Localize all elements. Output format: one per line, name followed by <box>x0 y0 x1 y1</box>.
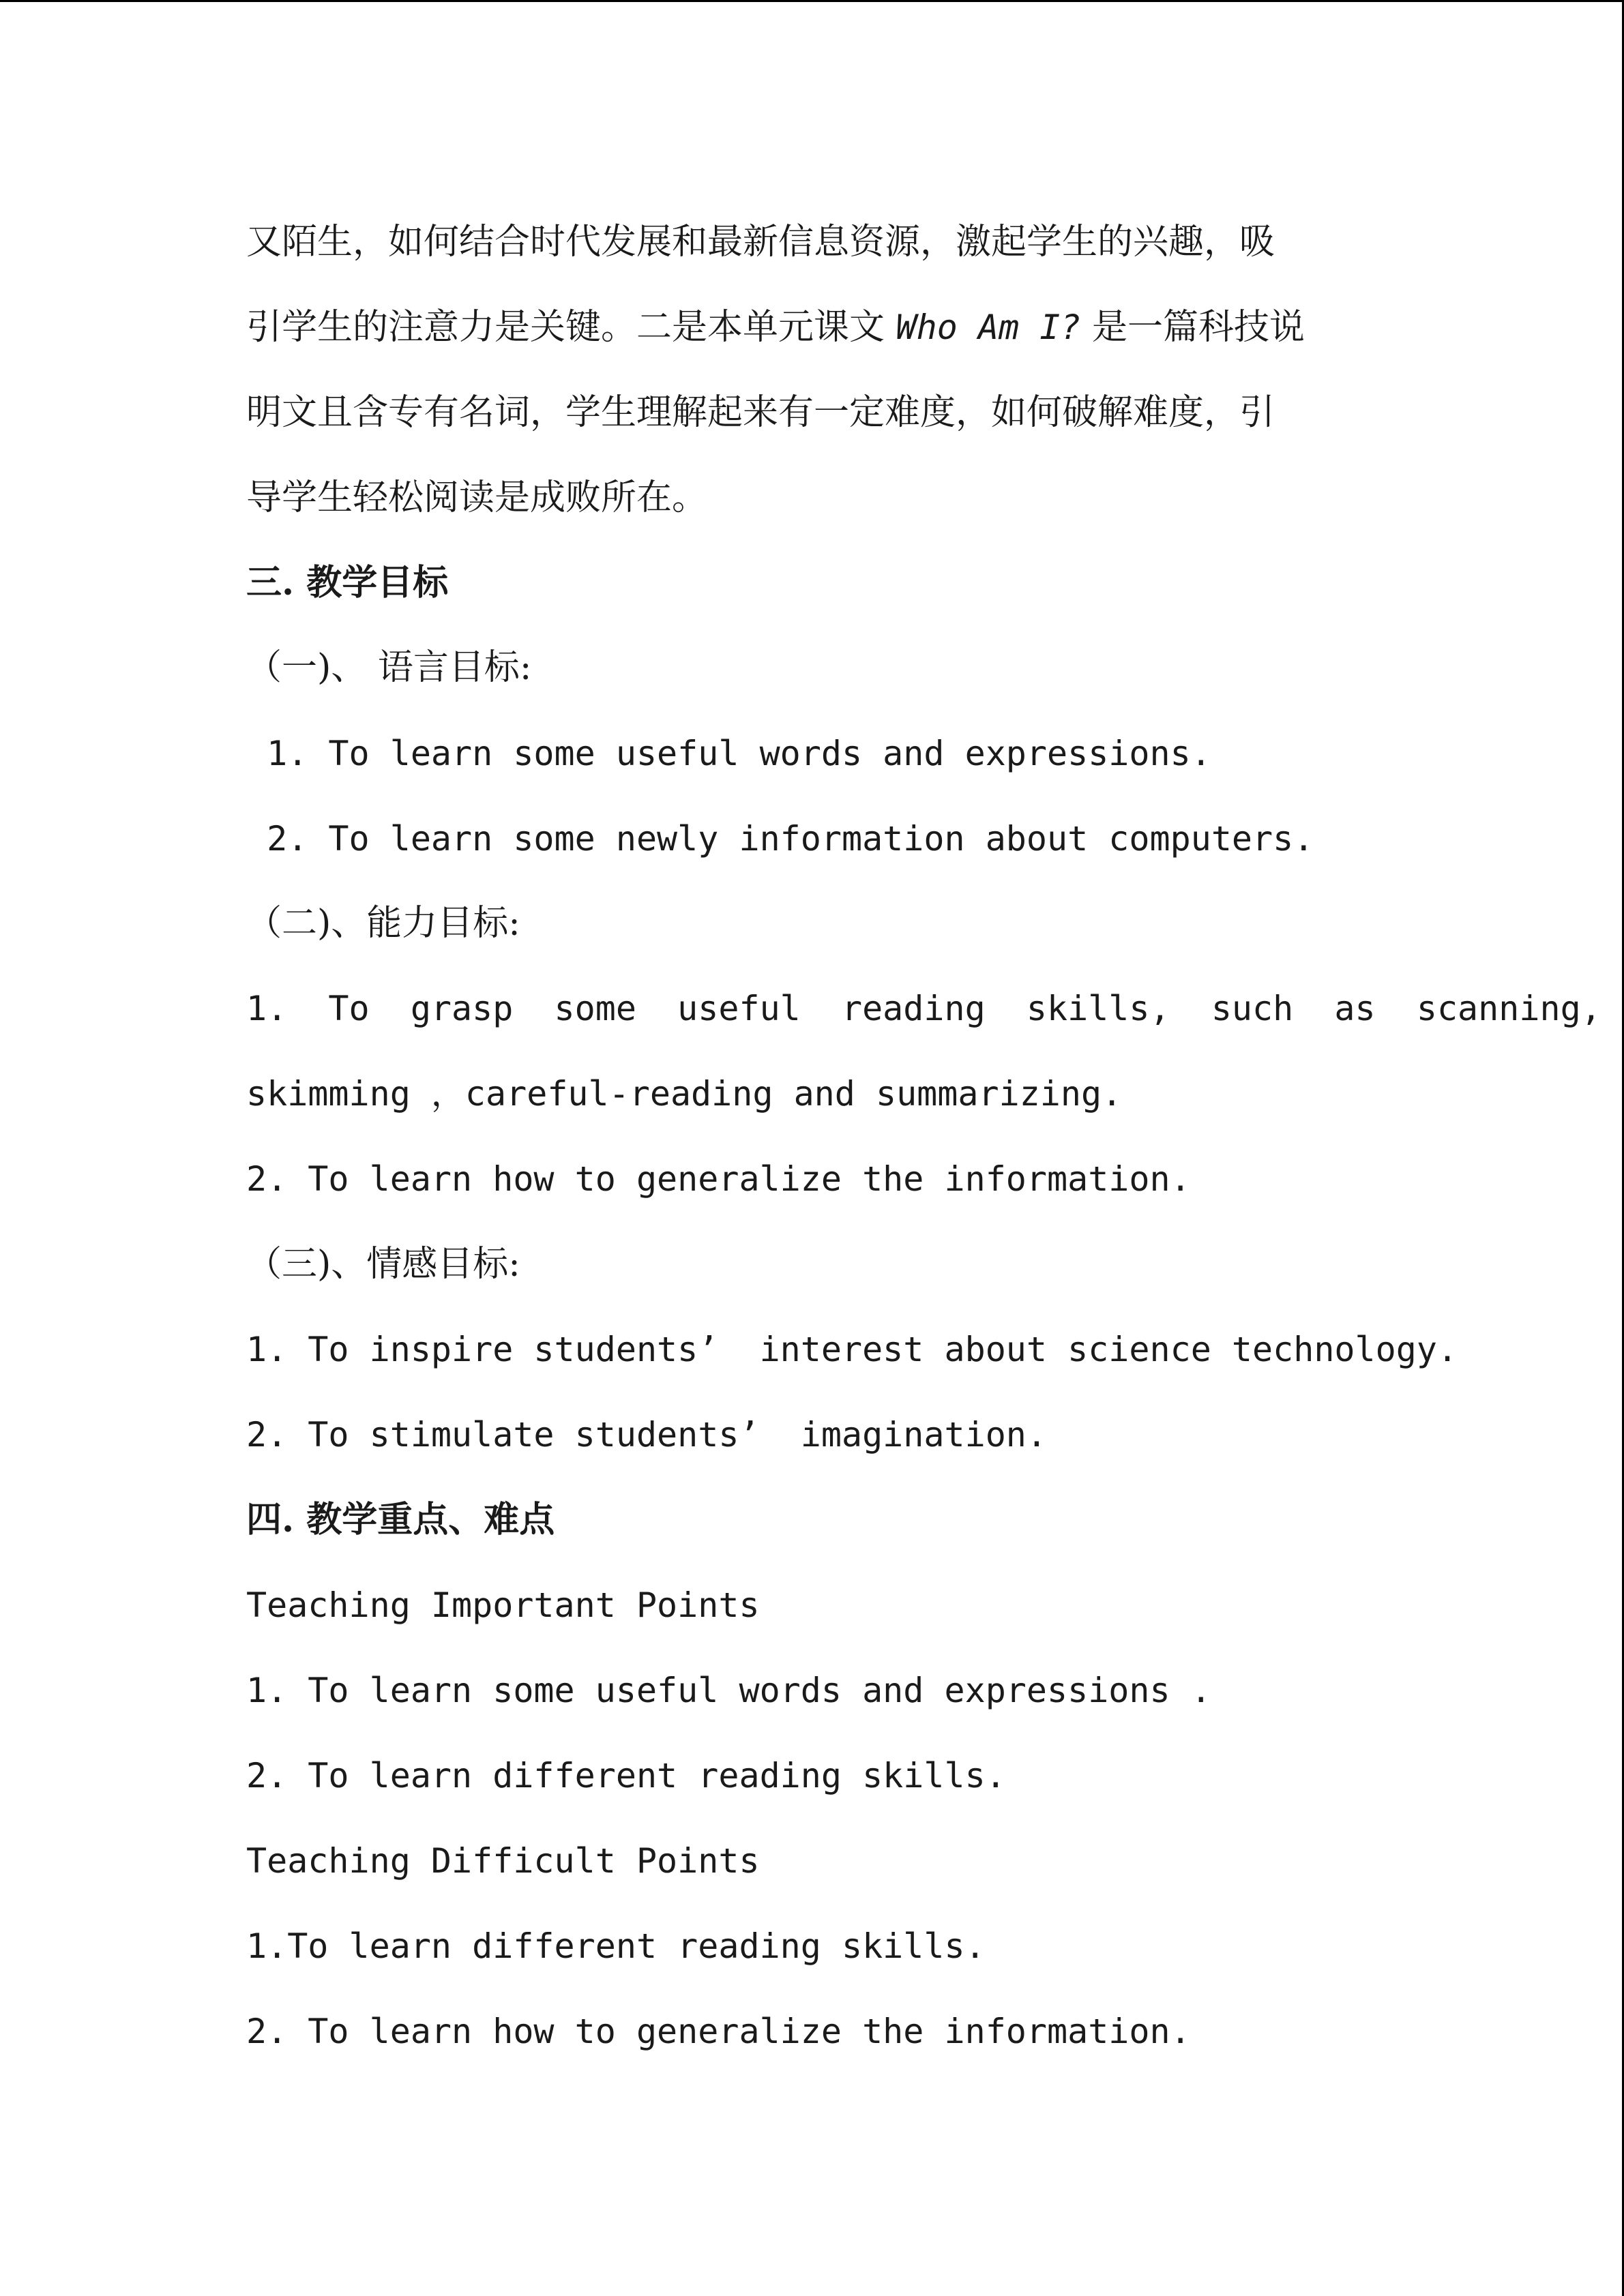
paragraph-text: 是一篇科技说 <box>1080 307 1305 348</box>
subsection-heading: Teaching Important Points <box>246 1585 760 1625</box>
paragraph-line: 明文且含专有名词，学生理解起来有一定难度，如何破解难度，引 <box>246 392 1275 433</box>
section-heading: 三. 教学目标 <box>246 562 449 603</box>
point-item: 2. To learn different reading skills. <box>246 1756 1006 1795</box>
point-item: 1.To learn different reading skills. <box>246 1926 986 1966</box>
paragraph-line <box>246 305 1305 349</box>
objective-item: 1. To inspire students’ interest about science technology. <box>246 1330 1458 1369</box>
objective-item: skimming ，careful-reading and summarizing. <box>246 1074 1123 1114</box>
point-item: 1. To learn some useful words and expressions . <box>246 1671 1211 1710</box>
section-heading: 四. 教学重点、难点 <box>246 1499 555 1540</box>
lesson-title: Who Am I? <box>896 308 1081 347</box>
paragraph-text: 引学生的注意力是关键。二是本单元课文 <box>246 307 896 348</box>
subsection-heading: （三)、情感目标: <box>246 1244 520 1285</box>
objective-item: 2. To learn some newly information about computers. <box>246 819 1314 859</box>
objective-item: 2. To learn how to generalize the information. <box>246 1159 1191 1199</box>
subsection-heading: Teaching Difficult Points <box>246 1841 760 1881</box>
subsection-heading: （二)、能力目标: <box>246 903 520 944</box>
subsection-heading: （一)、 语言目标: <box>246 647 532 688</box>
objective-item: 1. To learn some useful words and expressions. <box>246 734 1211 773</box>
objective-item: 2. To stimulate students’ imagination. <box>246 1415 1047 1455</box>
objective-item: 1. To grasp some useful reading skills, such as scanning, <box>246 989 1601 1028</box>
paragraph-line: 又陌生，如何结合时代发展和最新信息资源，激起学生的兴趣，吸 <box>246 222 1275 263</box>
point-item: 2. To learn how to generalize the information. <box>246 2012 1191 2051</box>
paragraph-line: 导学生轻松阅读是成败所在。 <box>246 477 708 518</box>
